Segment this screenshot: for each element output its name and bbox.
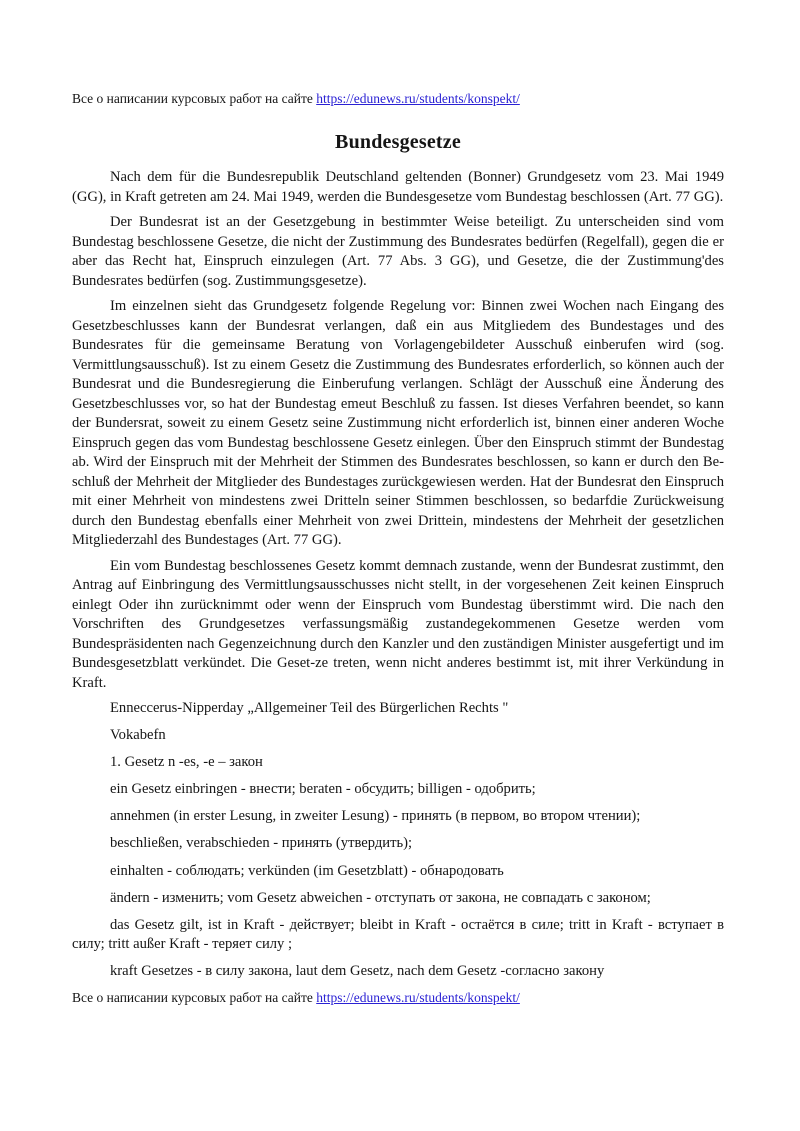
vocab-entry: kraft Gesetzes - в силу закона, laut dem Gesetz, nach dem Gesetz -согласно закону [110, 963, 605, 980]
vocab-entry: annehmen (in erster Lesung, in zweiter Lesung) - принять (в первом, во втором чтении); [110, 808, 641, 825]
citation-line: Enneccerus-Nipperday „Allgemeiner Teil des Bürgerlichen Rechts " [110, 700, 509, 716]
paragraph: Der Bundesrat ist an der Gesetzgebung in bestimmter Weise beteiligt. Zu unterscheiden sind vom Bundestag beschlossene Gesetze, die nicht der Zustimmung des Bundesrates bedürfen (Regelfall), gegen die er aber das Recht hat, Einspruch einzulegen (Art. 77 Abs. 3 GG), und Gesetze, die der Zustimmung'des Bundesrates bedürfen (sog. Zustimmungsgesetze). [72, 214, 724, 289]
vocab-entry: beschließen, verabschieden - принять (утвердить); [110, 835, 413, 852]
vocab-section-heading: Vokabefn [110, 727, 166, 744]
paragraph: Im einzelnen sieht das Grundgesetz folgende Regelung vor: Binnen zwei Wochen nach Eingang des Gesetzbeschlusses kann der Bundesrat verlangen, daß ein aus Mitgliedem des Bundestages und des Bundesrates für die gemeinsame Beratung von Vorlagengebildeter Ausschuß einberufen wird (sog. Vermittlungsausschuß). Ist zu einem Gesetz die Zustimmung des Bundesrates erforderlich, so können auch der Bundesrat und die Bundesregierung die Einberufung verlangen. Schlägt der Ausschuß eine Änderung des Gesetzbeschlusses vor, so hat der Bundestag emeut Beschluß zu fassen. Ist dieses Verfahren beendet, so kann der Bundersrat, soweit zu einem Gesetz seine Zustimmung nicht erforderlich ist, binnen einer anderen Woche Einspruch gegen das vom Bundestag beschlossene Gesetz einlegen. Über den Einspruch stimmt der Bundestag ab. Wird der Einspruch mit der Mehrheit der Stimmen des Bundesrates beschlossen, so kann er durch den Be-schluß der Mehrheit der Mitglieder des Bundestages zurückgewiesen werden. Hat der Bundesrat den Einspruch mit einer Mehrheit von mindestens zwei Dritteln seiner Stimmen beschlossen, so bedarfdie Zurückweisung durch den Bundestag ebenfalls einer Mehrheit von zwei Drittein, mindestens der Mehrheit der gesetzlichen Mitgliederzahl des Bundestages (Art. 77 GG). [72, 298, 724, 548]
footer-note [72, 989, 724, 1006]
vocab-entry: ein Gesetz einbringen - внести; beraten - обсудить; billigen - одобрить; [110, 781, 536, 798]
header-note-text: Все о написании курсовых работ на сайте [72, 91, 313, 106]
header-link[interactable]: https://edunews.ru/students/konspekt/ [316, 91, 520, 106]
header-note [72, 90, 724, 107]
footer-link[interactable]: https://edunews.ru/students/konspekt/ [316, 990, 520, 1006]
page-title: Bundesgesetze [335, 131, 461, 153]
paragraph: Nach dem für die Bundesrepublik Deutschland geltenden (Bonner) Grundgesetz vom 23. Mai 1949 (GG), in Kraft getreten am 24. Mai 1949, werden die Bundesgesetze vom Bundestag beschlossen (Art. 77 GG). [72, 169, 724, 205]
vocab-entry: einhalten - соблюдать; verkünden (im Gesetzblatt) - обнародовать [110, 862, 504, 879]
vocab-entry: das Gesetz gilt, ist in Kraft - действует; bleibt in Kraft - остаётся в силе; tritt in Kraft - вступает в силу; tritt außer Kraft - теряет силу ; [72, 916, 724, 953]
vocab-entry: ändern - изменить; vom Gesetz abweichen - отступать от закона, не совпадать с законом; [110, 889, 651, 906]
footer-note-text: Все о написании курсовых работ на сайте [72, 990, 313, 1006]
paragraph: Ein vom Bundestag beschlossenes Gesetz kommt demnach zustande, wenn der Bundesrat zustimmt, den Antrag auf Einbringung des Vermittlungsausschusses nicht stellt, in der vorgesehenen Zeit keinen Einspruch einlegt Oder ihn zurücknimmt oder wenn der Einspruch vom Bundestag überstimmt wird. Die nach den Vorschriften des Grundgesetzes verfassungsmäßig zustandegekommenen Gesetze werden vom Bundespräsidenten nach Gegenzeichnung durch den Kanzler und den zuständigen Minister ausgefertigt und im Bundesgesetzblatt verkündet. Die Geset-ze treten, wenn nicht anderes bestimmt ist, mit ihrer Verkündung in Kraft. [72, 557, 724, 691]
vocab-entry: 1. Gesetz n -es, -e – закон [110, 754, 263, 771]
